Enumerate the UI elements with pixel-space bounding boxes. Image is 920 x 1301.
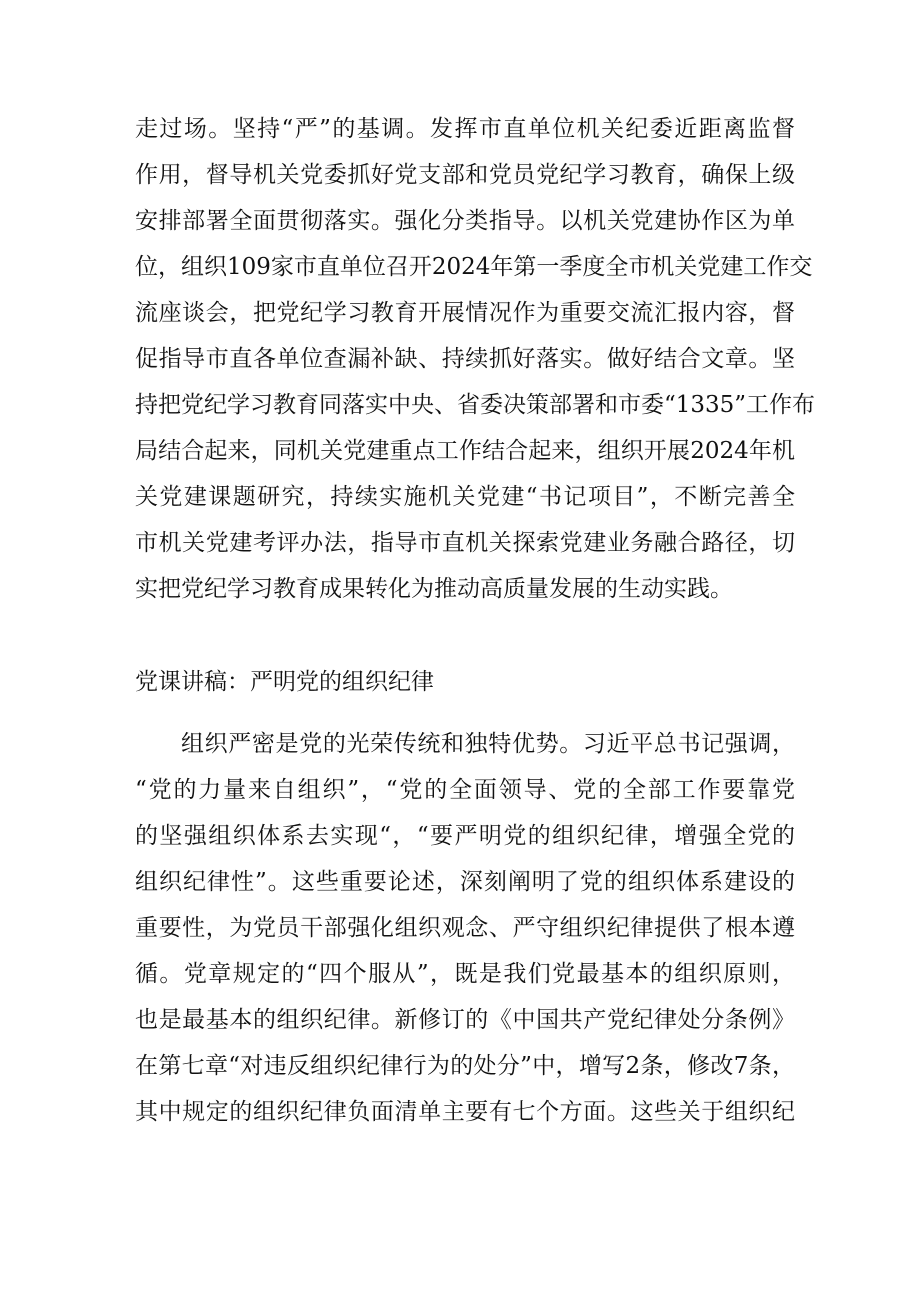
paragraph-1-line-10: 市机关党建考评办法，指导市直机关探索党建业务融合路径，切 xyxy=(135,530,795,556)
paragraph-1-line-6: 促指导市直各单位查漏补缺、持续抓好落实。做好结合文章。坚 xyxy=(135,346,795,372)
paragraph-2-line-8: 在第七章“对违反组织纪律行为的处分”中，增写2条，修改7条， xyxy=(135,1053,795,1079)
paragraph-2-line-9: 其中规定的组织纪律负面清单主要有七个方面。这些关于组织纪 xyxy=(135,1099,795,1125)
paragraph-1-line-9: 关党建课题研究，持续实施机关党建“书记项目”，不断完善全 xyxy=(135,484,795,510)
paragraph-1-line-5: 流座谈会，把党纪学习教育开展情况作为重要交流汇报内容，督 xyxy=(135,300,795,326)
paragraph-2-line-1: 组织严密是党的光荣传统和独特优势。习近平总书记强调， xyxy=(181,731,795,757)
paragraph-2-line-7: 也是最基本的组织纪律。新修订的《中国共产党纪律处分条例》 xyxy=(135,1007,795,1033)
section-title: 党课讲稿：严明党的组织纪律 xyxy=(135,669,434,695)
paragraph-1-line-7: 持把党纪学习教育同落实中央、省委决策部署和市委“1335”工作布 xyxy=(135,392,816,418)
paragraph-2-line-5: 重要性，为党员干部强化组织观念、严守组织纪律提供了根本遵 xyxy=(135,915,795,941)
paragraph-1-line-4: 位，组织109家市直单位召开2024年第一季度全市机关党建工作交 xyxy=(135,254,813,280)
paragraph-2-line-2: “党的力量来自组织”，“党的全面领导、党的全部工作要靠党 xyxy=(135,777,795,803)
paragraph-1-line-3: 安排部署全面贯彻落实。强化分类指导。以机关党建协作区为单 xyxy=(135,208,795,234)
paragraph-1-line-1: 走过场。坚持“严”的基调。发挥市直单位机关纪委近距离监督 xyxy=(135,116,795,142)
paragraph-1-line-2: 作用，督导机关党委抓好党支部和党员党纪学习教育，确保上级 xyxy=(135,162,795,188)
paragraph-1-line-8: 局结合起来，同机关党建重点工作结合起来，组织开展2024年机 xyxy=(135,438,795,464)
paragraph-2-line-3: 的坚强组织体系去实现“，“要严明党的组织纪律，增强全党的 xyxy=(135,823,795,849)
paragraph-1-line-11: 实把党纪学习教育成果转化为推动高质量发展的生动实践。 xyxy=(135,576,733,602)
paragraph-2-line-4: 组织纪律性”。这些重要论述，深刻阐明了党的组织体系建设的 xyxy=(135,869,795,895)
paragraph-2-line-6: 循。党章规定的“四个服从”，既是我们党最基本的组织原则， xyxy=(135,961,795,987)
